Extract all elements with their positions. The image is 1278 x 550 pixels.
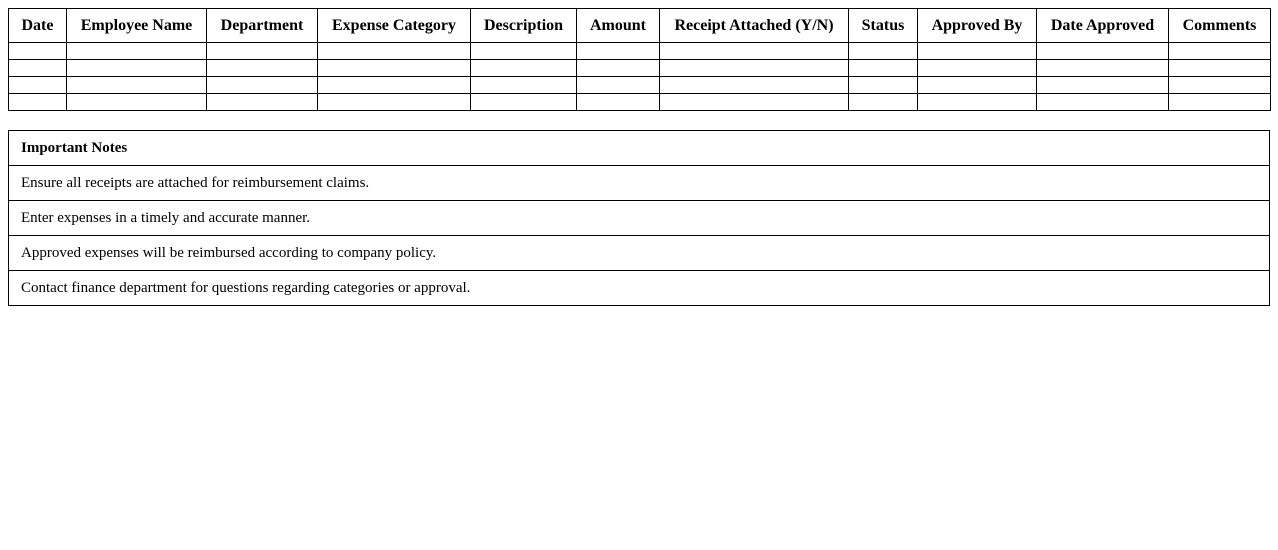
- table-cell[interactable]: [67, 77, 207, 94]
- table-cell[interactable]: [67, 94, 207, 111]
- note-item: Enter expenses in a timely and accurate manner.: [9, 201, 1270, 236]
- header-department: Department: [207, 9, 318, 43]
- note-row: [9, 201, 1270, 236]
- table-cell[interactable]: [660, 94, 849, 111]
- table-cell[interactable]: [1169, 77, 1271, 94]
- table-cell[interactable]: [318, 77, 471, 94]
- table-cell[interactable]: [918, 94, 1037, 111]
- table-cell[interactable]: [67, 60, 207, 77]
- table-cell[interactable]: [471, 94, 577, 111]
- table-row: [9, 43, 1271, 60]
- table-row: [9, 94, 1271, 111]
- table-cell[interactable]: [318, 60, 471, 77]
- header-status: Status: [849, 9, 918, 43]
- table-cell[interactable]: [660, 77, 849, 94]
- table-cell[interactable]: [1037, 77, 1169, 94]
- note-row: [9, 166, 1270, 201]
- table-cell[interactable]: [67, 43, 207, 60]
- table-cell[interactable]: [577, 60, 660, 77]
- table-cell[interactable]: [918, 43, 1037, 60]
- header-date-approved: Date Approved: [1037, 9, 1169, 43]
- notes-heading: Important Notes: [9, 131, 1270, 166]
- note-row: [9, 236, 1270, 271]
- expense-table: [8, 8, 1271, 111]
- header-employee-name: Employee Name: [67, 9, 207, 43]
- header-expense-category: Expense Category: [318, 9, 471, 43]
- table-cell[interactable]: [849, 94, 918, 111]
- expense-table-body: [9, 43, 1271, 111]
- table-cell[interactable]: [318, 43, 471, 60]
- header-amount: Amount: [577, 9, 660, 43]
- table-cell[interactable]: [207, 77, 318, 94]
- table-cell[interactable]: [849, 43, 918, 60]
- table-cell[interactable]: [207, 60, 318, 77]
- header-approved-by: Approved By: [918, 9, 1037, 43]
- table-cell[interactable]: [660, 60, 849, 77]
- table-cell[interactable]: [9, 94, 67, 111]
- table-cell[interactable]: [577, 43, 660, 60]
- table-row: [9, 60, 1271, 77]
- table-cell[interactable]: [660, 43, 849, 60]
- header-comments: Comments: [1169, 9, 1271, 43]
- table-cell[interactable]: [918, 77, 1037, 94]
- header-date: Date: [9, 9, 67, 43]
- table-cell[interactable]: [9, 60, 67, 77]
- table-cell[interactable]: [1169, 43, 1271, 60]
- table-cell[interactable]: [471, 43, 577, 60]
- table-cell[interactable]: [1037, 43, 1169, 60]
- note-item: Ensure all receipts are attached for reimbursement claims.: [9, 166, 1270, 201]
- table-cell[interactable]: [207, 94, 318, 111]
- table-cell[interactable]: [577, 77, 660, 94]
- header-receipt-attached: Receipt Attached (Y/N): [660, 9, 849, 43]
- note-row: [9, 271, 1270, 306]
- table-cell[interactable]: [918, 60, 1037, 77]
- table-cell[interactable]: [471, 77, 577, 94]
- note-item: Approved expenses will be reimbursed according to company policy.: [9, 236, 1270, 271]
- table-cell[interactable]: [1037, 60, 1169, 77]
- table-cell[interactable]: [9, 43, 67, 60]
- note-item: Contact finance department for questions regarding categories or approval.: [9, 271, 1270, 306]
- table-cell[interactable]: [9, 77, 67, 94]
- table-cell[interactable]: [849, 77, 918, 94]
- header-row: [9, 9, 1271, 43]
- table-cell[interactable]: [471, 60, 577, 77]
- table-cell[interactable]: [577, 94, 660, 111]
- notes-heading-row: [9, 131, 1270, 166]
- important-notes-table: [8, 130, 1270, 306]
- table-cell[interactable]: [849, 60, 918, 77]
- table-cell[interactable]: [1169, 60, 1271, 77]
- header-description: Description: [471, 9, 577, 43]
- table-cell[interactable]: [207, 43, 318, 60]
- table-cell[interactable]: [318, 94, 471, 111]
- table-cell[interactable]: [1037, 94, 1169, 111]
- table-cell[interactable]: [1169, 94, 1271, 111]
- table-row: [9, 77, 1271, 94]
